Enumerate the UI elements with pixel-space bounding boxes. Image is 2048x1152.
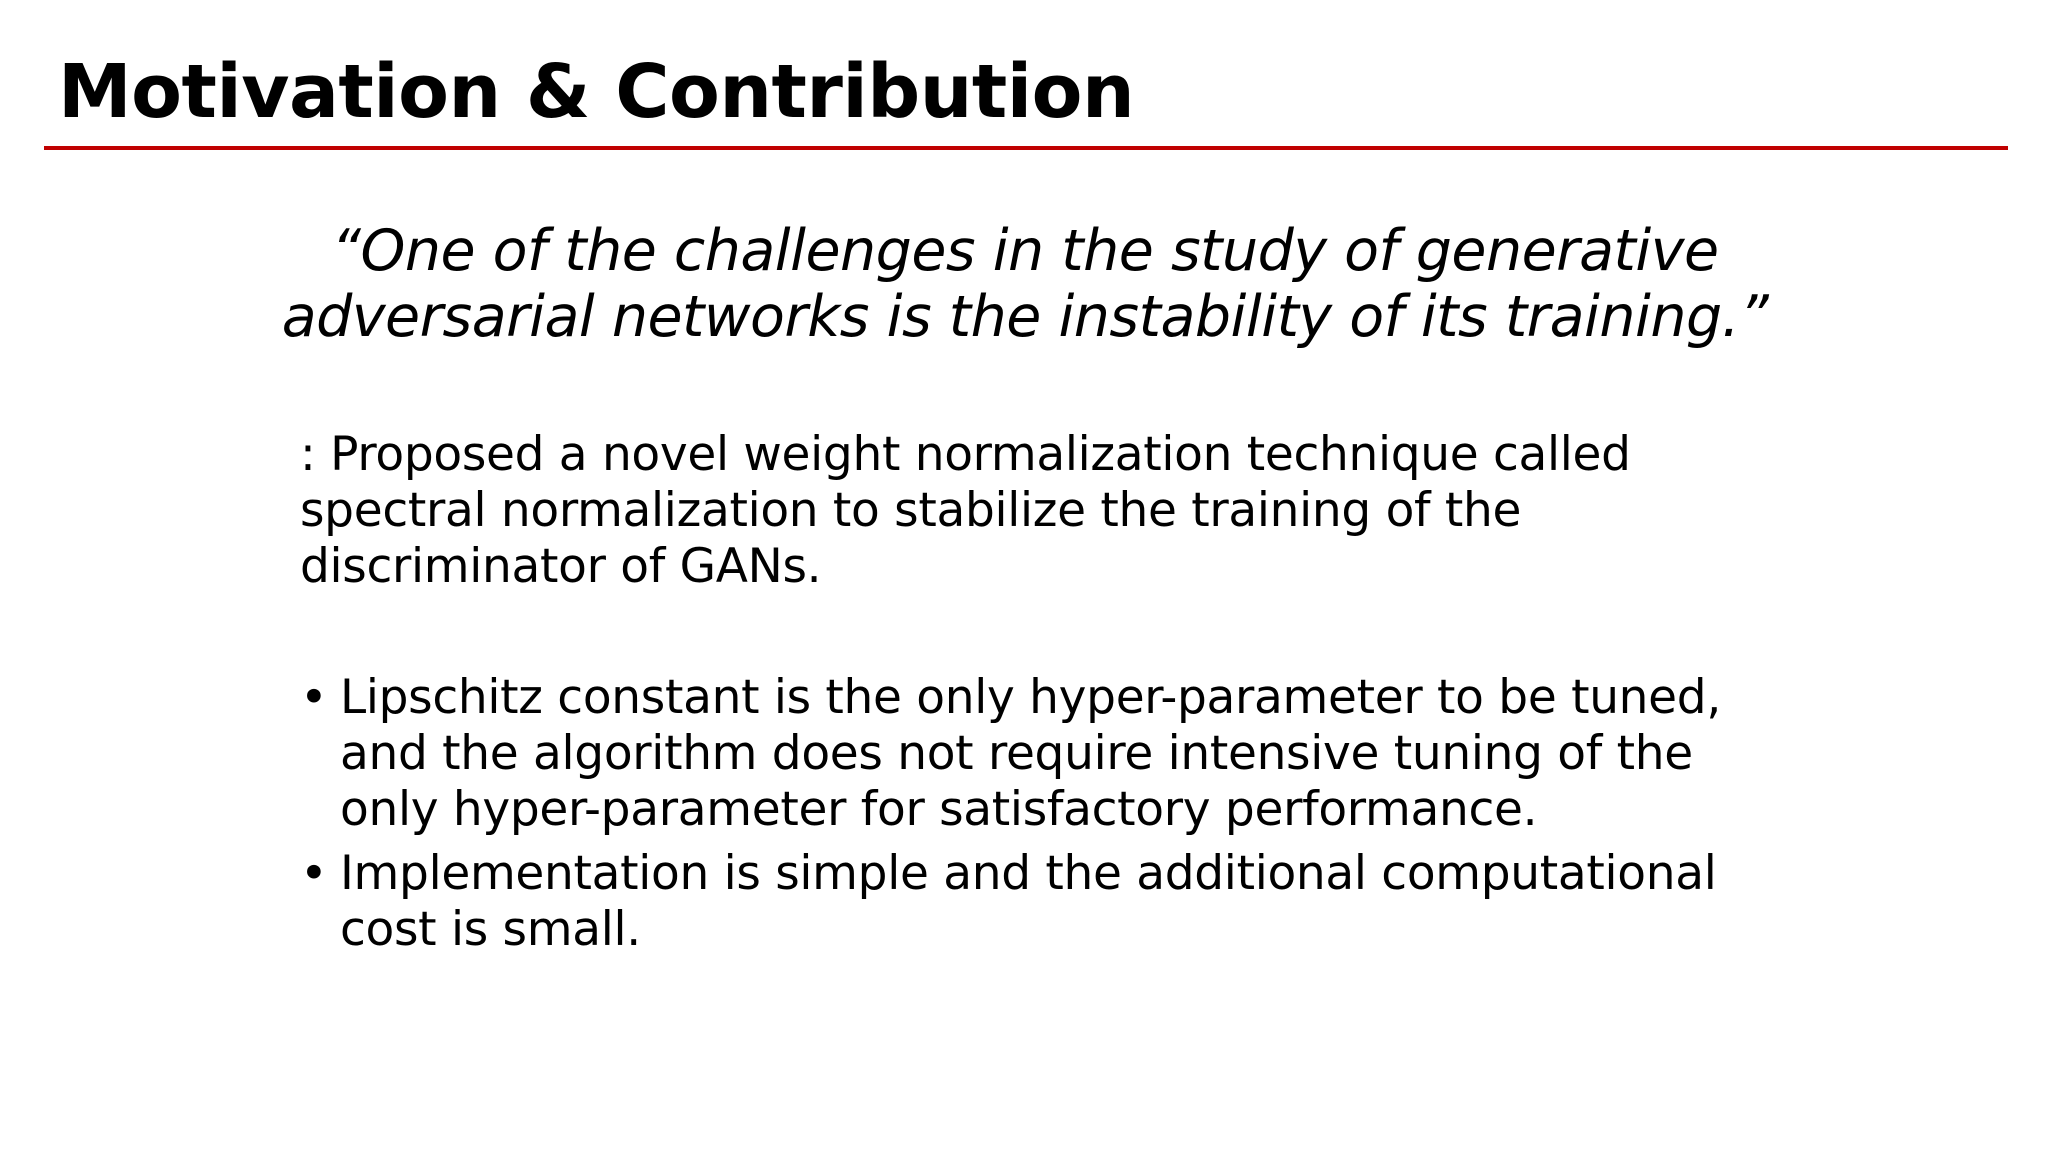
quote-line: “One of the challenges in the study of generative <box>331 218 1719 284</box>
bullet-line: cost is small. <box>340 902 641 957</box>
bullet-item <box>300 670 1860 838</box>
bullet-list <box>300 670 1860 966</box>
quote-line: adversarial networks is the instability of its training.” <box>281 284 1769 350</box>
bullet-marker: • <box>300 670 328 725</box>
bullet-line: only hyper-parameter for satisfactory performance. <box>340 782 1538 837</box>
description-block <box>300 427 1800 595</box>
bullet-line: and the algorithm does not require intensive tuning of the <box>340 726 1693 781</box>
bullet-line: Lipschitz constant is the only hyper-parameter to be tuned, <box>340 670 1721 725</box>
description-line: : Proposed a novel weight normalization technique called <box>300 427 1631 482</box>
quote-block <box>180 218 1870 350</box>
description-line: discriminator of GANs. <box>300 539 822 594</box>
slide-title: Motivation & Contribution <box>58 49 1135 135</box>
title-divider <box>44 146 2008 150</box>
bullet-item <box>300 846 1860 958</box>
bullet-line: Implementation is simple and the additional computational <box>340 846 1717 901</box>
bullet-marker: • <box>300 846 328 901</box>
description-line: spectral normalization to stabilize the training of the <box>300 483 1522 538</box>
